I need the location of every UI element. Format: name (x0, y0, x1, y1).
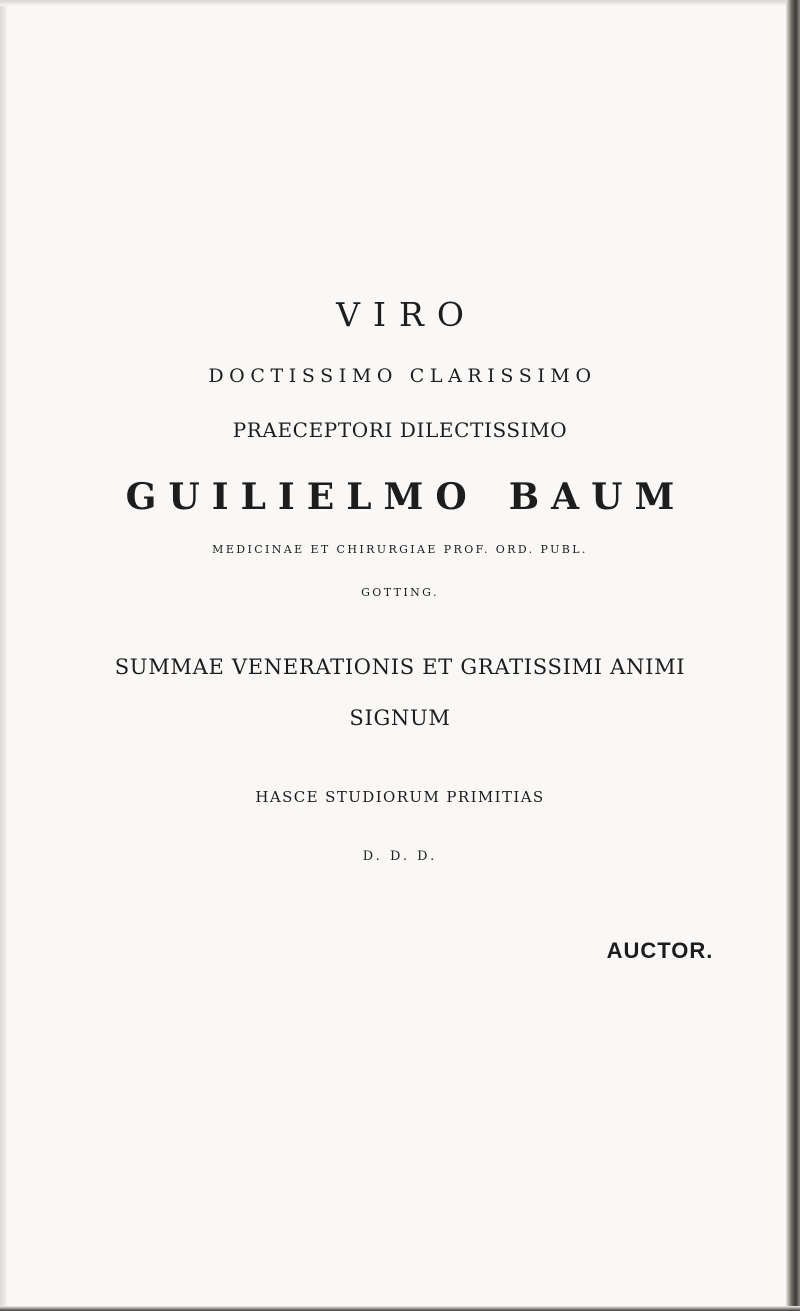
viro-heading: VIRO (336, 295, 477, 334)
praeceptori-line: PRAECEPTORI DILECTISSIMO (232, 418, 568, 442)
dedicatee-place: GOTTING. (361, 586, 439, 599)
signum-line: SIGNUM (349, 706, 451, 730)
dedicatee-first-name: GUILIELMO (125, 476, 479, 518)
page-top-edge (0, 0, 800, 6)
page-bottom-edge (0, 1306, 800, 1311)
page-left-edge (0, 0, 7, 1311)
summae-line: SUMMAE VENERATIONIS ET GRATISSIMI ANIMI (114, 655, 686, 679)
dedicatee-last-name: BAUM (508, 476, 687, 518)
hasce-line: HASCE STUDIORUM PRIMITIAS (255, 788, 545, 806)
dedicatee-name (0, 476, 800, 518)
page-right-edge (786, 0, 800, 1311)
auctor-signature: AUCTOR. (606, 938, 714, 963)
dedicatee-position: MEDICINAE ET CHIRURGIAE PROF. ORD. PUBL. (212, 543, 588, 556)
epithets-line: DOCTISSIMO CLARISSIMO (208, 365, 597, 387)
ddd-line: D. D. D. (362, 849, 438, 864)
